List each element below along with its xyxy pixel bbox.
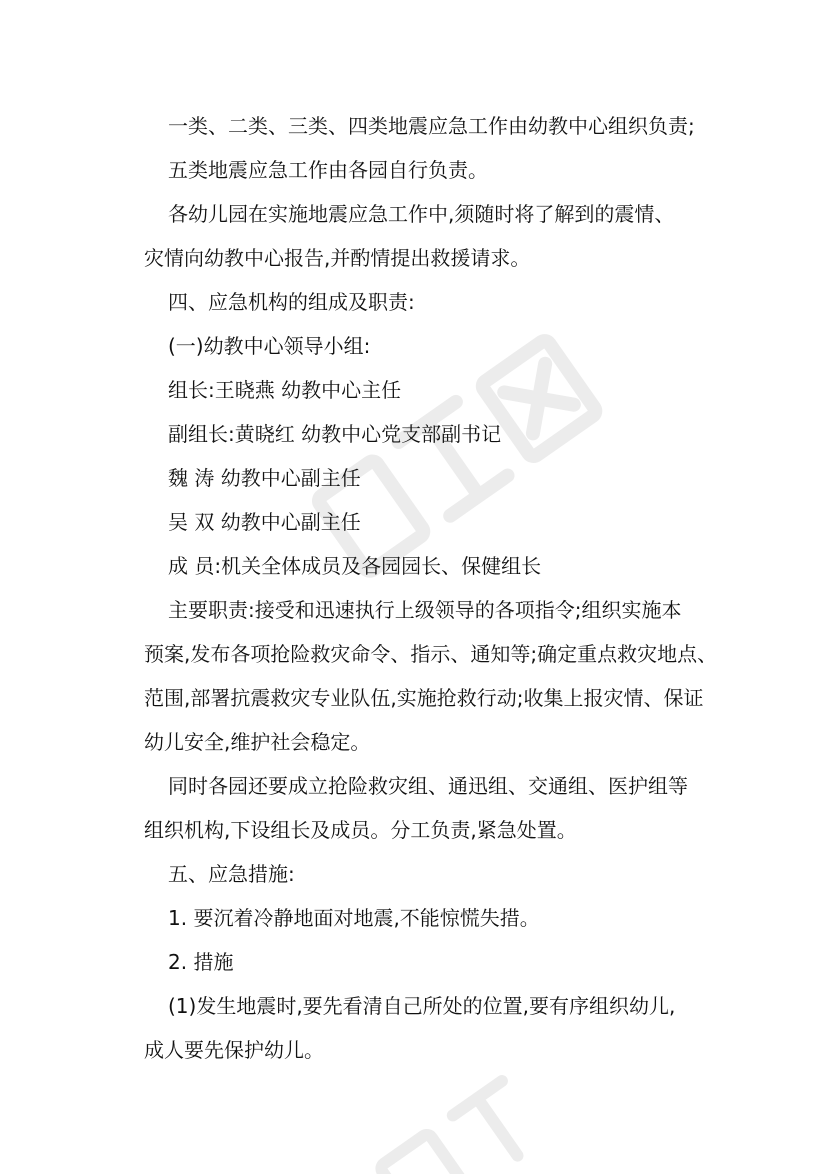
text-line: 各幼儿园在实施地震应急工作中,须随时将了解到的震情、	[168, 202, 675, 226]
text-line: 同时各园还要成立抢险救灾组、通迅组、交通组、医护组等	[168, 774, 688, 798]
text-line: 吴 双 幼教中心副主任	[168, 510, 361, 534]
document-body	[144, 104, 728, 1072]
text-line: 主要职责:接受和迅速执行上级领导的各项指令;组织实施本	[168, 598, 682, 622]
text-line: (1)发生地震时,要先看清自己所处的位置,要有序组织幼儿,	[168, 994, 676, 1018]
text-line: 成人要先保护幼儿。	[144, 1038, 324, 1062]
section-heading: 五、应急措施:	[168, 862, 295, 886]
text-line: 范围,部署抗震救灾专业队伍,实施抢救行动;收集上报灾情、保证	[144, 686, 704, 710]
text-line: 组长:王晓燕 幼教中心主任	[168, 378, 402, 402]
text-line: 组织机构,下设组长及成员。分工负责,紧急处置。	[144, 818, 577, 842]
text-line: 2. 措施	[168, 950, 234, 974]
text-line: 预案,发布各项抢险救灾命令、指示、通知等;确定重点救灾地点、	[144, 642, 718, 666]
section-heading: 四、应急机构的组成及职责:	[168, 290, 415, 314]
text-line: 1. 要沉着冷静地面对地震,不能惊慌失措。	[168, 906, 540, 930]
text-line: 副组长:黄晓红 幼教中心党支部副书记	[168, 422, 502, 446]
text-line: 灾情向幼教中心报告,并酌情提出救援请求。	[144, 246, 531, 270]
text-line: 五类地震应急工作由各园自行负责。	[168, 158, 488, 182]
text-line: 一类、二类、三类、四类地震应急工作由幼教中心组织负责;	[168, 114, 695, 138]
subsection-heading: (一)幼教中心领导小组:	[168, 334, 371, 358]
text-line: 幼儿安全,维护社会稳定。	[144, 730, 371, 754]
text-line: 魏 涛 幼教中心副主任	[168, 466, 361, 490]
text-line: 成 员:机关全体成员及各园园长、保健组长	[168, 554, 542, 578]
